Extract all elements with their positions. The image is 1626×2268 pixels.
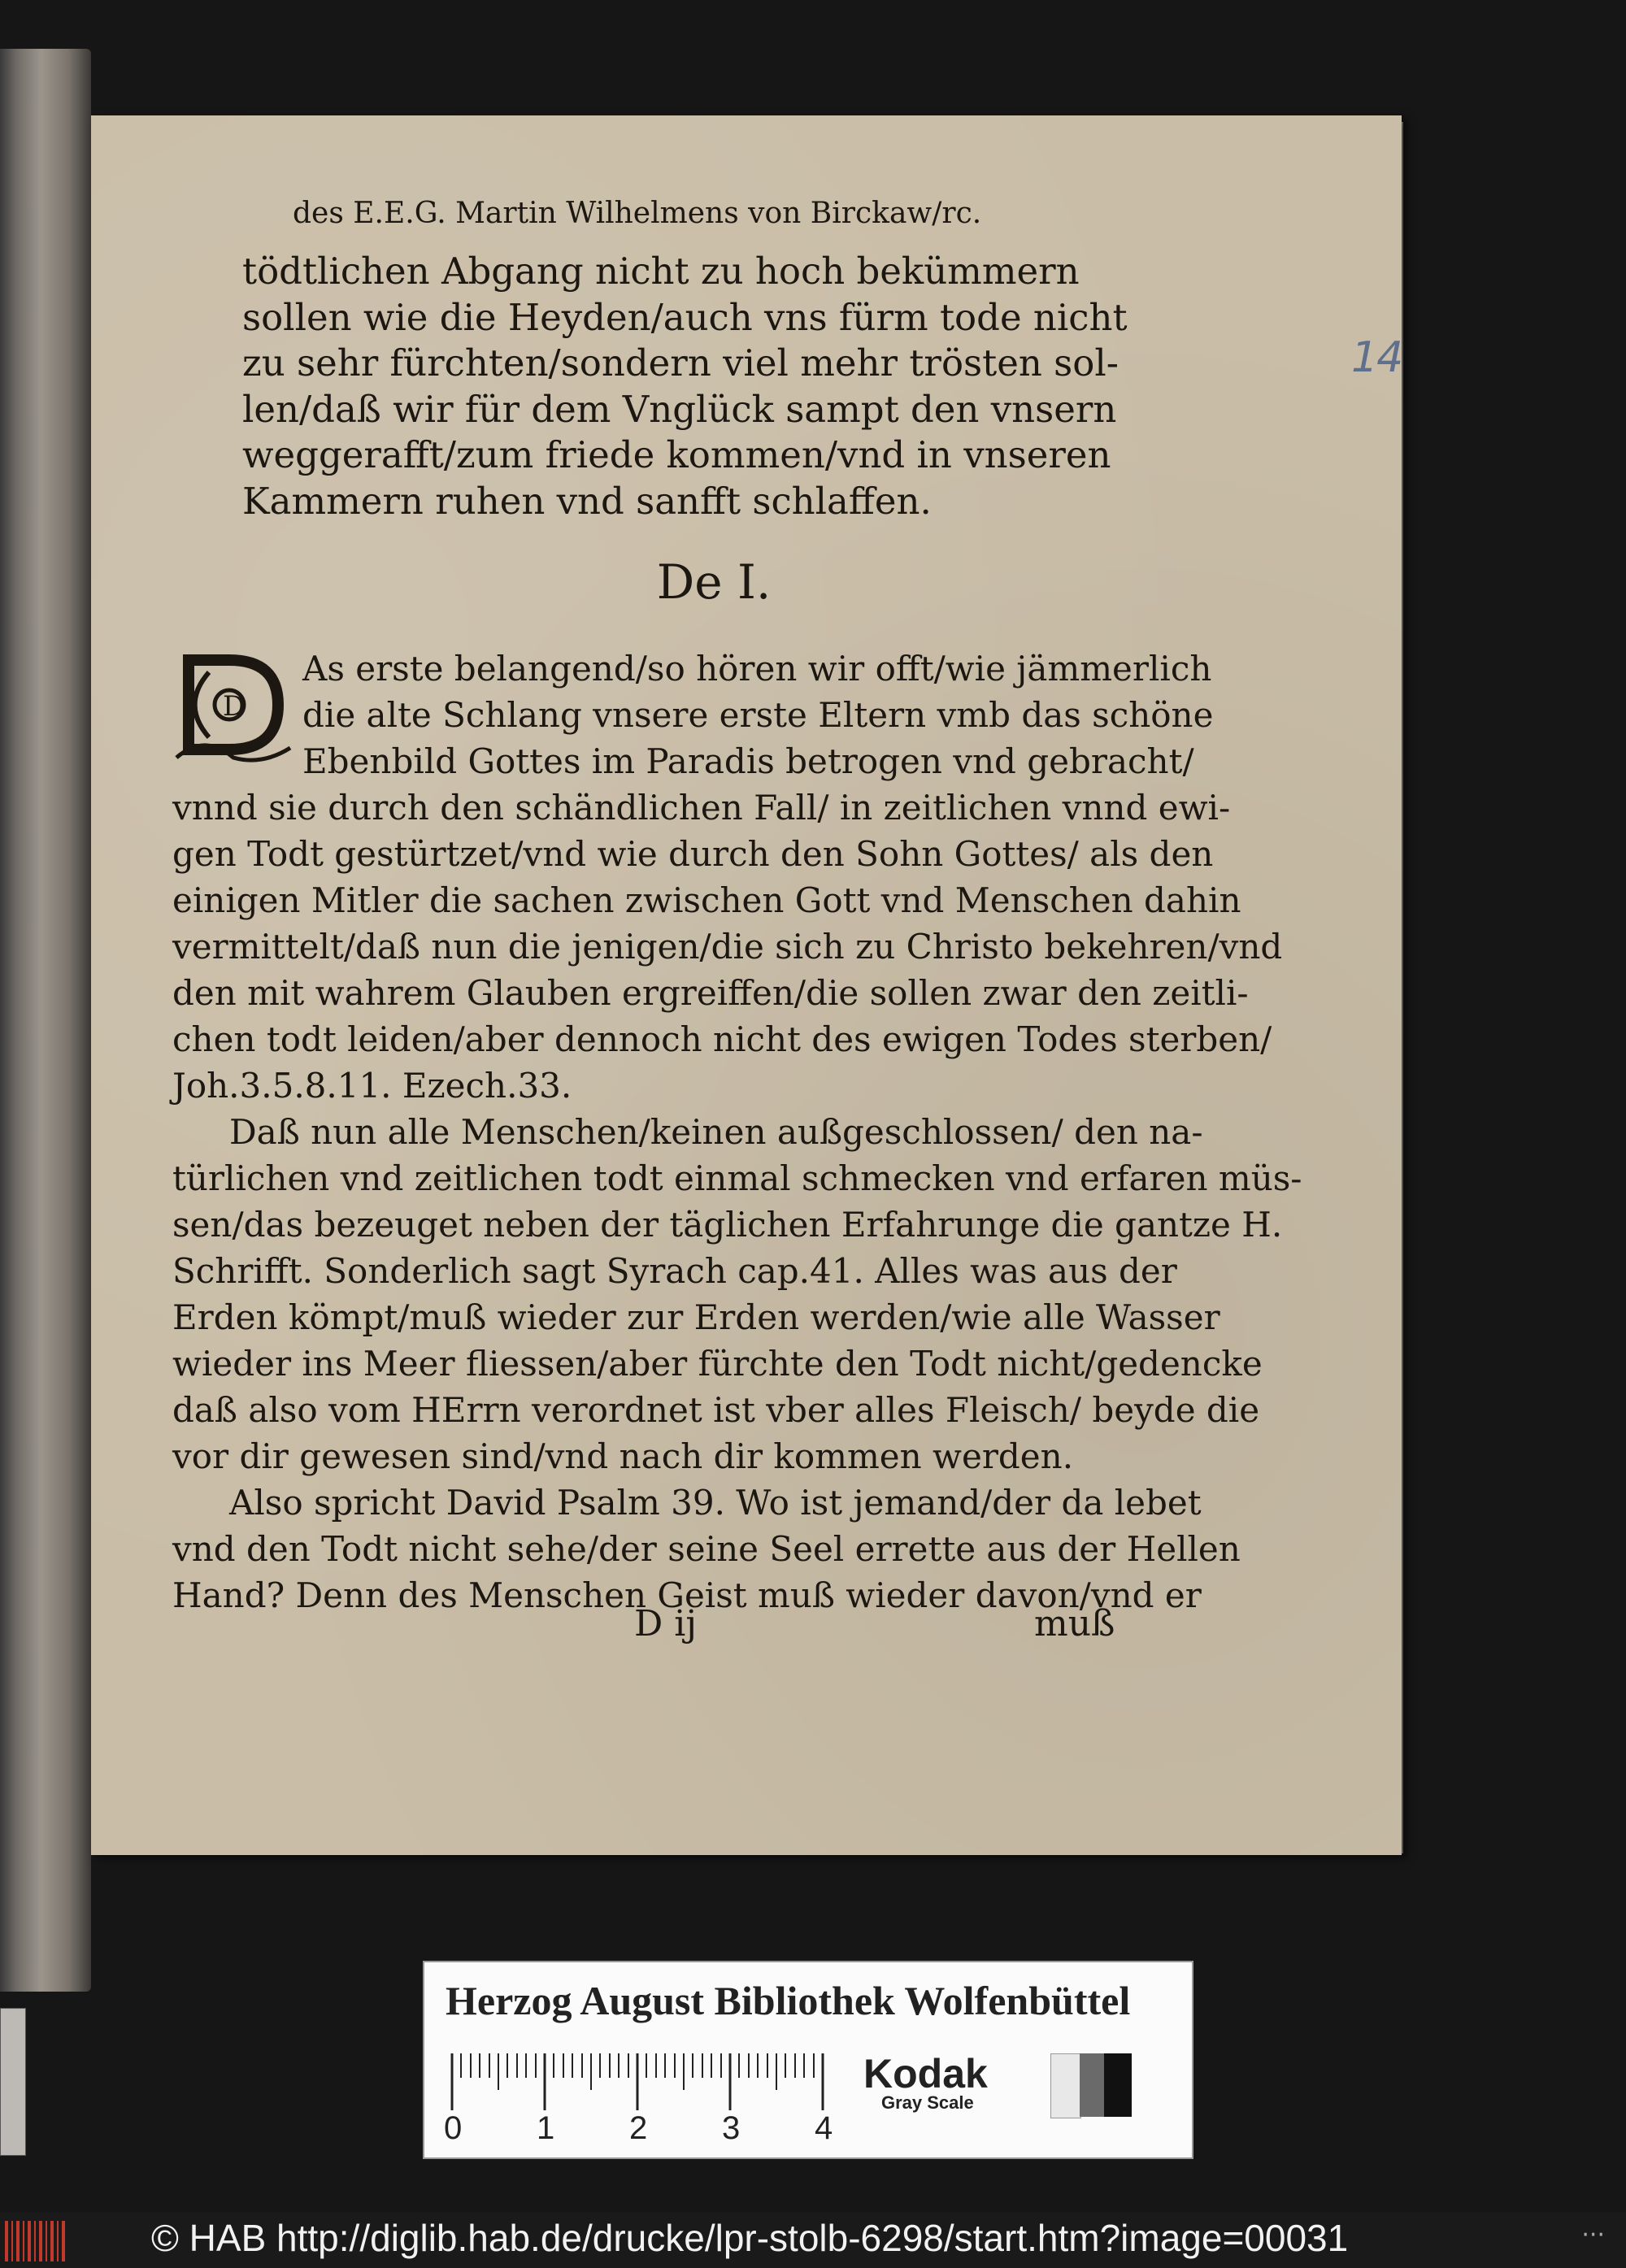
text-line: sollen wie die Heyden/auch vns fürm tode nicht [242,295,1128,339]
folio-number: 14 [1351,333,1402,382]
text-line: Kammern ruhen vnd sanfft schlaffen. [242,479,932,523]
text-line: gen Todt gestürtzet/vnd wie durch den Sohn Gottes/ als den [172,834,1214,874]
text-line: Also spricht David Psalm 39. Wo ist jemand/der da lebet [229,1483,1202,1523]
text-line: den mit wahrem Glauben ergreiffen/die sollen zwar den zeitli- [172,973,1249,1013]
signature-mark: D ij [634,1603,697,1645]
ruler-label: 0 [444,2110,463,2146]
card-title: Herzog August Bibliothek Wolfenbüttel [446,1978,1131,2023]
text-line: tödtlichen Abgang nicht zu hoch bekümmern [242,250,1080,293]
text-line: vnd den Todt nicht sehe/der seine Seel errette aus der Hellen [172,1529,1241,1569]
running-head: des E.E.G. Martin Wilhelmens von Birckaw/rc. [293,197,982,230]
spine-label [0,2008,26,2156]
text-line: Ebenbild Gottes im Paradis betrogen vnd gebracht/ [302,741,1194,781]
opening-paragraph [242,249,1128,524]
text-line: vnnd sie durch den schändlichen Fall/ in zeitlichen vnnd ewi- [172,788,1231,828]
text-line: len/daß wir für dem Vnglück sampt den vnsern [242,387,1117,431]
text-line: As erste belangend/so hören wir offt/wie jämmerlich [302,649,1212,689]
text-line: Erden kömpt/muß wieder zur Erden werden/wie alle Wasser [172,1297,1220,1337]
gray-swatch-dark [1104,2053,1132,2117]
section-heading: De I. [656,554,772,610]
ruler-label: 2 [629,2110,648,2146]
ruler-label: 3 [722,2110,741,2146]
text-line: weggerafft/zum friede kommen/vnd in vnseren [242,433,1111,476]
color-calibration-card [423,1961,1193,2159]
book-spine [0,49,91,1992]
text-line: Hand? Denn des Menschen Geist muß wieder davon/vnd er [172,1575,1202,1615]
text-line: vor dir gewesen sind/vnd nach dir kommen werden. [172,1436,1074,1476]
text-line: wieder ins Meer fliessen/aber fürchte den Todt nicht/gedencke [172,1344,1263,1384]
svg-text:D: D [223,690,246,723]
text-line: sen/das bezeuget neben der täglichen Erfahrunge die gantze H. [172,1205,1283,1245]
text-line: chen todt leiden/aber dennoch nicht des ewigen Todes sterben/ [172,1019,1272,1059]
text-line: türlichen vnd zeitlichen todt einmal schmecken vnd erfaren müs- [172,1158,1302,1198]
catchword: muß [1034,1603,1115,1645]
paragraph-one [172,645,1302,1618]
text-line: vermittelt/daß nun die jenigen/die sich zu Christo bekehren/vnd [172,927,1283,967]
kodak-brand: Kodak [863,2051,988,2096]
ruler-label: 1 [537,2110,555,2146]
gray-scale-label: Gray Scale [881,2092,974,2113]
text-line: Daß nun alle Menschen/keinen außgeschlossen/ den na- [229,1112,1203,1152]
text-line: Joh.3.5.8.11. Ezech.33. [172,1066,572,1106]
footer-bar [0,2213,1626,2268]
more-options-icon[interactable]: ··· [1581,2221,1605,2249]
book-page [91,115,1402,1855]
source-link[interactable]: © HAB http://diglib.hab.de/drucke/lpr-stolb-6298/start.htm?image=00031 [151,2217,1349,2259]
text-line: zu sehr fürchten/sondern viel mehr trösten sol- [242,341,1119,385]
text-line: einigen Mitler die sachen zwischen Gott vnd Menschen dahin [172,880,1241,920]
text-line: Schrifft. Sonderlich sagt Syrach cap.41. Alles was aus der [172,1251,1177,1291]
gray-swatch-mid [1080,2053,1104,2117]
text-line: die alte Schlang vnsere erste Eltern vmb das schöne [302,695,1214,735]
hab-logo-icon [5,2221,68,2261]
text-line: daß also vom HErrn verordnet ist vber alles Fleisch/ beyde die [172,1390,1260,1430]
gray-swatch-light [1050,2053,1081,2118]
ruler-label: 4 [815,2110,833,2146]
ruler-scale-icon [449,2053,855,2118]
